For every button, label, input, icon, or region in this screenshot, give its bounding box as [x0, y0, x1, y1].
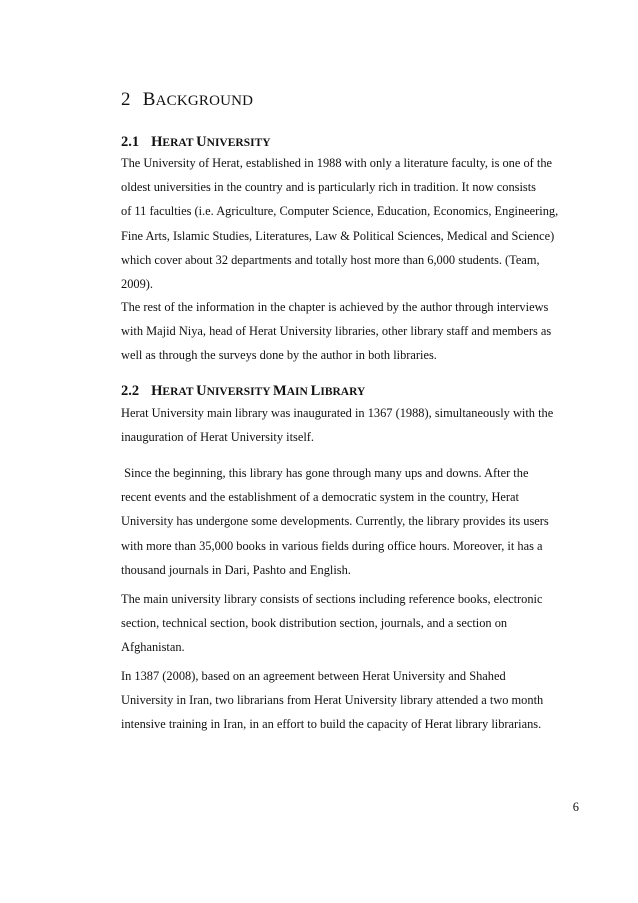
section-number: 2.1 — [121, 134, 140, 150]
text-line: 2009). — [121, 277, 154, 292]
text-line: The rest of the information in the chapter is achieved by the author through interviews — [121, 300, 549, 314]
section-number: 2.2 — [121, 383, 140, 399]
paragraph-information-source — [121, 295, 583, 368]
text-line: University has undergone some developments. Currently, the library provides its users — [121, 514, 549, 529]
paragraph-university-overview — [121, 151, 583, 296]
text-line: In 1387 (2008), based on an agreement between Herat University and Shahed — [121, 669, 506, 683]
text-line: The University of Herat, established in 1988 with only a literature faculty, is one of the — [121, 156, 553, 170]
text-line: oldest universities in the country and is particularly rich in tradition. It now consists — [121, 180, 537, 195]
paragraph-librarian-training — [121, 664, 583, 737]
section-heading-2-1 — [121, 132, 271, 153]
section-title-part: HERAT — [151, 134, 197, 150]
page-number: 6 — [572, 800, 579, 814]
paragraph-library-inauguration — [121, 401, 583, 449]
text-line: which cover about 32 departments and totally host more than 6,000 students. (Team, — [121, 252, 540, 267]
chapter-title-initial: B — [142, 89, 156, 110]
section-title-part: LIBRARY — [310, 383, 366, 399]
paragraph-library-sections — [121, 587, 583, 660]
text-line: inauguration of Herat University itself. — [121, 430, 315, 445]
text-line: thousand journals in Dari, Pashto and English. — [121, 562, 351, 577]
section-title-part: HERAT — [151, 383, 197, 399]
text-line: Herat University main library was inaugurated in 1367 (1988), simultaneously with the — [121, 406, 554, 420]
section-title-part: MAIN — [273, 383, 311, 399]
text-line: with more than 35,000 books in various fields during office hours. Moreover, it has a — [121, 538, 543, 553]
text-line: section, technical section, book distribution section, journals, and a section on — [121, 616, 508, 631]
text-line: Fine Arts, Islamic Studies, Literatures, Law & Political Sciences, Medical and Science) — [121, 228, 555, 243]
text-line: University in Iran, two librarians from Herat University library attended a two month — [121, 693, 544, 708]
document-page — [121, 0, 583, 903]
section-title-part: UNIVERSITY — [196, 134, 271, 150]
chapter-title-rest: ACKGROUND — [155, 93, 254, 109]
text-line: Since the beginning, this library has gone through many ups and downs. After the — [121, 466, 529, 480]
section-heading-2-2 — [121, 381, 365, 402]
chapter-heading — [121, 88, 253, 113]
text-line: well as through the surveys done by the author in both libraries. — [121, 348, 437, 363]
text-line: intensive training in Iran, in an effort to build the capacity of Herat library librarians. — [121, 717, 542, 732]
text-line: recent events and the establishment of a democratic system in the country, Herat — [121, 490, 519, 505]
chapter-number: 2 — [121, 89, 131, 110]
text-line: of 11 faculties (i.e. Agriculture, Computer Science, Education, Economics, Engineering, — [121, 204, 559, 219]
text-line: with Majid Niya, head of Herat University libraries, other library staff and members as — [121, 324, 552, 339]
text-line: Afghanistan. — [121, 640, 185, 655]
text-line: The main university library consists of sections including reference books, electronic — [121, 592, 543, 606]
paragraph-library-development — [121, 461, 583, 582]
section-title-part: UNIVERSITY — [196, 383, 274, 399]
